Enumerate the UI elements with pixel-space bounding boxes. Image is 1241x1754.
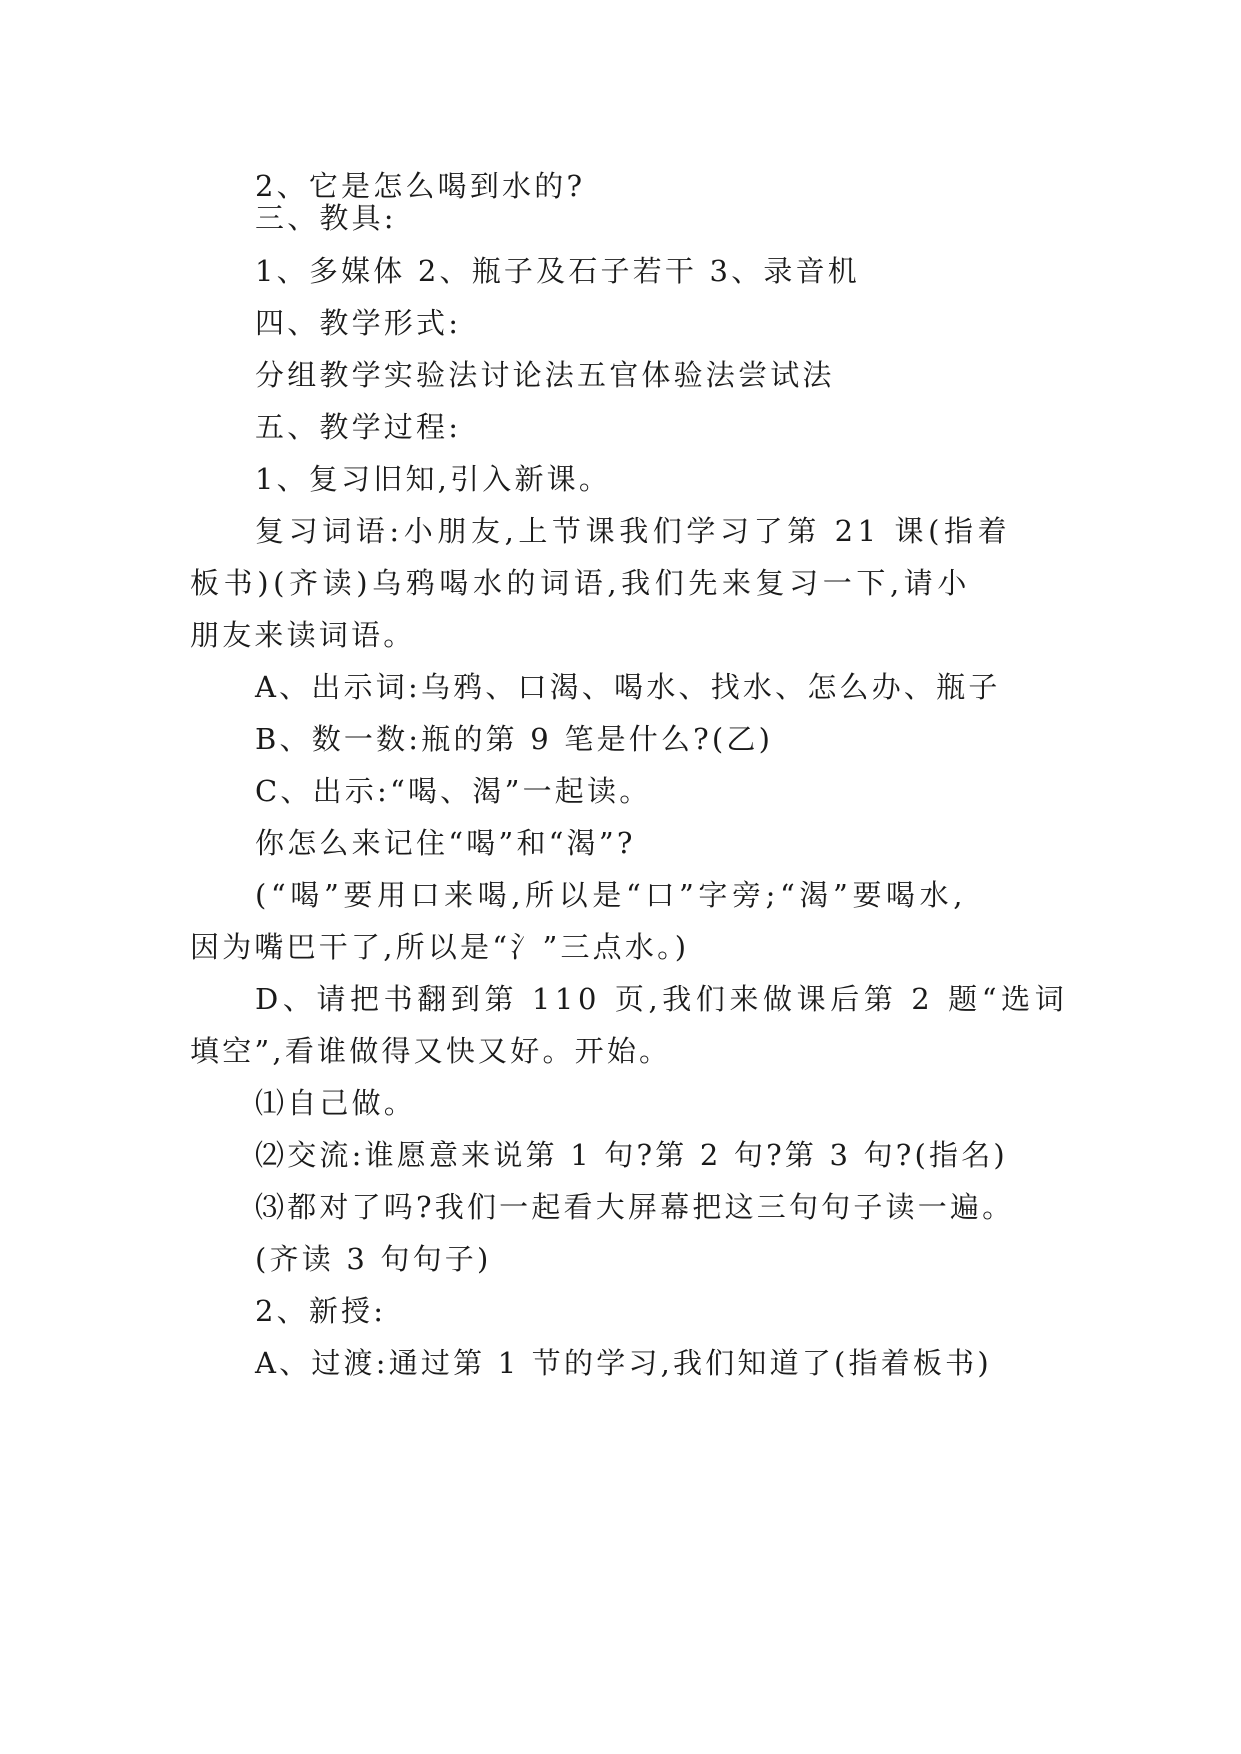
text-line: (齐读 3 句句子) bbox=[255, 1242, 492, 1276]
text-line: D、请把书翻到第 110 页,我们来做课后第 2 题“选词 bbox=[255, 982, 1069, 1016]
text-line: 2、它是怎么喝到水的? bbox=[255, 169, 586, 203]
text-line: 填空”,看谁做得又快又好。开始。 bbox=[190, 1034, 672, 1068]
text-line: A、出示词:乌鸦、口渴、喝水、找水、怎么办、瓶子 bbox=[255, 670, 1001, 704]
text-line: 1、复习旧知,引入新课。 bbox=[255, 462, 612, 496]
text-line: ⑶都对了吗?我们一起看大屏幕把这三句句子读一遍。 bbox=[255, 1190, 1015, 1224]
text-line: 1、多媒体 2、瓶子及石子若干 3、录音机 bbox=[255, 254, 860, 288]
text-line: 2、新授: bbox=[255, 1294, 387, 1328]
text-line: 复习词语:小朋友,上节课我们学习了第 21 课(指着 bbox=[255, 514, 1012, 548]
text-line: ⑴自己做。 bbox=[255, 1086, 417, 1120]
text-line: ⑵交流:谁愿意来说第 1 句?第 2 句?第 3 句?(指名) bbox=[255, 1138, 1008, 1172]
text-line: (“喝”要用口来喝,所以是“口”字旁;“渴”要喝水, bbox=[255, 878, 968, 912]
section-heading: 四、教学形式: bbox=[255, 306, 462, 340]
text-line: 板书)(齐读)乌鸦喝水的词语,我们先来复习一下,请小 bbox=[190, 566, 971, 600]
text-line: B、数一数:瓶的第 9 笔是什么?(乙) bbox=[255, 722, 774, 756]
text-line: C、出示:“喝、渴”一起读。 bbox=[255, 774, 652, 808]
text-line: 因为嘴巴干了,所以是“氵”三点水。) bbox=[190, 930, 690, 964]
text-line: 你怎么来记住“喝”和“渴”? bbox=[255, 826, 636, 860]
section-heading: 五、教学过程: bbox=[255, 410, 462, 444]
section-heading: 三、教具: bbox=[255, 201, 397, 235]
text-line: 分组教学实验法讨论法五官体验法尝试法 bbox=[255, 358, 835, 392]
text-line: A、过渡:通过第 1 节的学习,我们知道了(指着板书) bbox=[255, 1346, 992, 1380]
text-line: 朋友来读词语。 bbox=[190, 618, 416, 652]
